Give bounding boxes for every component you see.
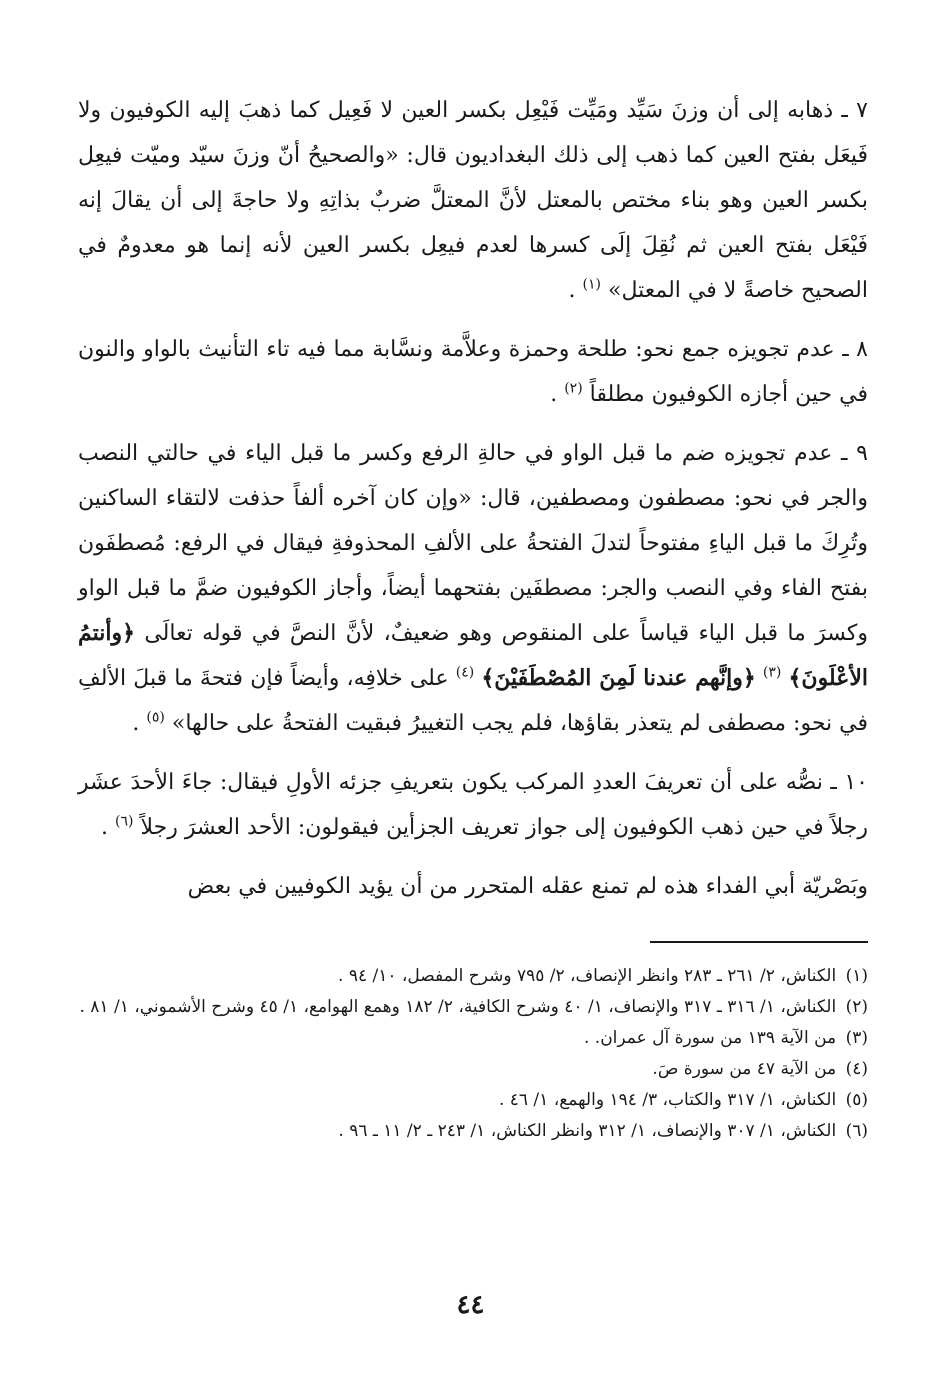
- paragraph-text: وبَصْريّة أبي الفداء هذه لم تمنع عقله المتحرر من أن يؤيد الكوفيين في بعض: [187, 874, 868, 899]
- footnote-reference[interactable]: (٤): [455, 664, 475, 681]
- paragraph-10: [78, 760, 868, 850]
- footnote-1: [78, 961, 868, 992]
- footnote-reference[interactable]: (٢): [564, 380, 583, 397]
- footnote-3: [78, 1023, 868, 1054]
- footnote-2: [78, 992, 868, 1023]
- paragraph-7: [78, 88, 868, 313]
- footnote-reference[interactable]: (٥): [146, 709, 165, 726]
- footnote-number: (٦): [845, 1121, 868, 1141]
- paragraph-closing: [78, 864, 868, 909]
- paragraph-text: ٧ ـ ذهابه إلى أن وزنَ سَيِّد ومَيِّت فَيْعِل بكسر العين لا فَعِيل كما ذهبَ إليه الكوفيون ولا فَيعَل بفتح العين كما ذهب إلى ذلك البغداديون قال: «والصحيحُ أنّ وزنَ سيّد وميّت فيعِل بكسر العين وهو بناء مختص بالمعتل لأنَّ المعتلَّ ضربٌ بذاتِهِ ولا حاجةَ إلى أن يقالَ إنه فَيْعَل بفتح العين ثم نُقِلَ إلَى كسرها لعدم فيعِل بكسر العين لأنه إنما هو معدومٌ في الصحيح خاصةً لا في المعتل»: [78, 98, 868, 303]
- footnote-number: (٤): [845, 1059, 868, 1079]
- paragraph-end: .: [132, 711, 147, 736]
- quran-verse: ﴿وإنَّهم عندنا لَمِنَ المُصْطَفَيْنَ﴾: [481, 665, 756, 691]
- footnote-text: الكناش، ٢/ ٢٦١ ـ ٢٨٣ وانظر الإنصاف، ٢/ ٧٩٥ وشرح المفصل، ١٠/ ٩٤ .: [338, 966, 837, 986]
- page-number: ٤٤: [456, 1290, 485, 1320]
- footnote-reference[interactable]: (٦): [115, 813, 134, 830]
- footnote-text: من الآية ٤٧ من سورة صَ.: [652, 1059, 837, 1079]
- footnote-number: (٥): [845, 1090, 868, 1110]
- page-body: [78, 88, 868, 1147]
- quran-verse: ﴿وأنتمُ الأعْلَونَ﴾: [78, 620, 868, 691]
- footnote-number: (١): [845, 966, 868, 986]
- footnote-text: الكناش، ١/ ٣٠٧ والإنصاف، ١/ ٣١٢ وانظر الكناش، ١/ ٢٤٣ ـ ٢/ ١١ ـ ٩٦ .: [338, 1121, 837, 1141]
- paragraph-9: [78, 431, 868, 746]
- paragraph-8: [78, 327, 868, 417]
- paragraph-text: ٩ ـ عدم تجويزه ضم ما قبل الواو في حالةِ الرفع وكسر ما قبل الياء في حالتي النصب والجر في نحو: مصطفون ومصطفين، قال: «وإن كان آخره ألفاً حذفت لالتقاء الساكنين وتُرِكَ ما قبل الياءِ مفتوحاً لتدلَ الفتحةُ على الألفِ المحذوفةِ فيقال في الرفع: مُصطفَون بفتح الفاء وفي النصب والجر: مصطفَين بفتحهما أيضاً، وأجاز الكوفيون ضمَّ ما قبل الواو وكسرَ ما قبل الياء قياساً على المنقوص وهو ضعيفٌ، لأنَّ النصَّ في قوله تعالَى: [78, 441, 868, 646]
- footnote-divider: [650, 941, 868, 943]
- paragraph-text: ٨ ـ عدم تجويزه جمع نحو: طلحة وحمزة وعلاَّمة ونسَّابة مما فيه تاء التأنيث بالواو والنون في حين أجازه الكوفيون مطلقاً: [78, 337, 868, 407]
- paragraph-text: على خلافِه، وأيضاً فإن فتحةَ ما قبلَ الألفِ في نحو: مصطفى لم يتعذر بقاؤها، فلم يجب التغييرُ فبقيت الفتحةُ على حالها»: [78, 666, 868, 736]
- footnote-number: (٢): [845, 997, 868, 1017]
- footnote-reference[interactable]: (١): [582, 276, 601, 293]
- footnote-reference[interactable]: (٣): [762, 664, 782, 681]
- paragraph-end: .: [568, 278, 583, 303]
- footnote-6: [78, 1116, 868, 1147]
- footnote-5: [78, 1085, 868, 1116]
- footnote-text: من الآية ١٣٩ من سورة آل عمران. .: [583, 1028, 837, 1048]
- footnote-text: الكناش، ١/ ٣١٧ والكتاب، ٣/ ١٩٤ والهمع، ١/ ٤٦ .: [498, 1090, 837, 1110]
- paragraph-end: .: [101, 815, 116, 840]
- footnotes-list: [78, 961, 868, 1147]
- footnote-number: (٣): [845, 1028, 868, 1048]
- footnote-text: الكناش، ١/ ٣١٦ ـ ٣١٧ والإنصاف، ١/ ٤٠ وشرح الكافية، ٢/ ١٨٢ وهمع الهوامع، ١/ ٤٥ وشرح الأشموني، ١/ ٨١ .: [79, 997, 837, 1017]
- footnote-4: [78, 1054, 868, 1085]
- paragraph-end: .: [550, 382, 565, 407]
- paragraph-text: ١٠ ـ نصُّه على أن تعريفَ العددِ المركب يكون بتعريفِ جزئه الأولِ فيقال: جاءَ الأحدَ عشَر رجلاً في حين ذهب الكوفيون إلى جواز تعريف الجزأين فيقولون: الأحد العشرَ رجلاً: [78, 770, 868, 840]
